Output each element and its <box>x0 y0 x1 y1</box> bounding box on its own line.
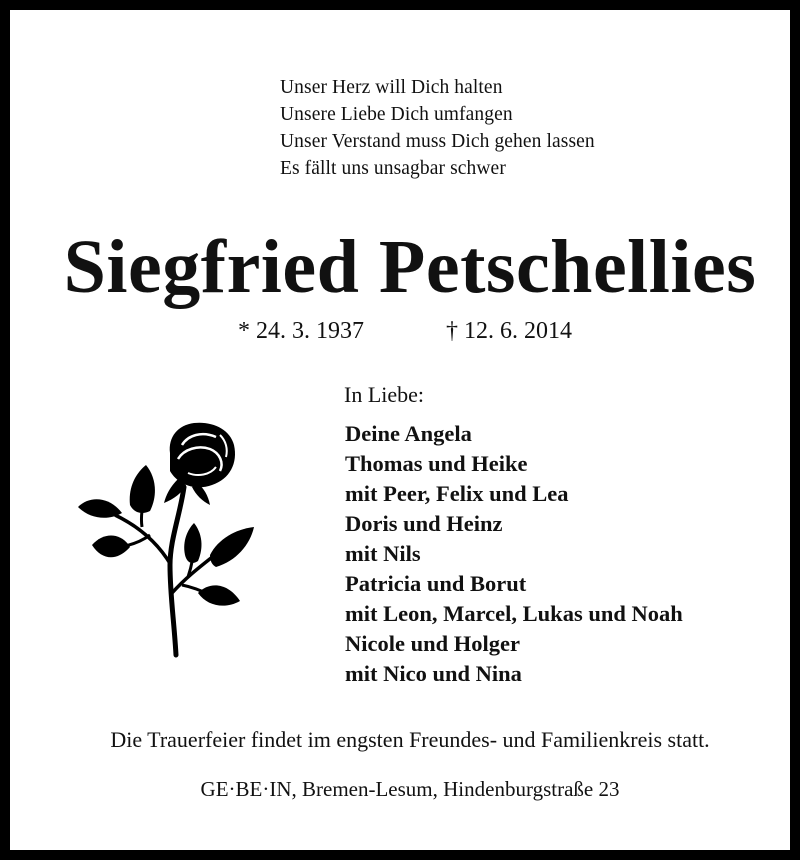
mourners-list <box>345 419 683 689</box>
life-dates <box>238 317 572 345</box>
ceremony-note: Die Trauerfeier findet im engsten Freundes- und Familienkreis statt. <box>110 727 710 752</box>
mourner-line: mit Nico und Nina <box>345 661 522 686</box>
mourner-line: Patricia und Borut <box>345 571 527 596</box>
poem-line: Unser Verstand muss Dich gehen lassen <box>280 131 595 152</box>
death-date: † 12. 6. 2014 <box>446 318 572 344</box>
mourner-line: Doris und Heinz <box>345 511 503 536</box>
mourner-line: Thomas und Heike <box>345 451 528 476</box>
mourner-line: mit Peer, Felix und Lea <box>345 481 569 506</box>
deceased-name: Siegfried Petschellies <box>63 225 757 309</box>
rose-icon <box>70 415 270 660</box>
mourner-line: Deine Angela <box>345 421 472 446</box>
mourner-line: mit Leon, Marcel, Lukas und Noah <box>345 601 683 626</box>
mourner-line: mit Nils <box>345 541 421 566</box>
poem-line: Unsere Liebe Dich umfangen <box>280 104 513 125</box>
poem-line: Unser Herz will Dich halten <box>280 77 503 98</box>
poem <box>280 74 595 182</box>
poem-line: Es fällt uns unsagbar schwer <box>280 158 506 179</box>
funeral-home-address: GE·BE·IN, Bremen-Lesum, Hindenburgstraße 23 <box>200 777 620 801</box>
mourners-heading: In Liebe: <box>344 382 425 407</box>
birth-date: * 24. 3. 1937 <box>238 318 364 344</box>
mourner-line: Nicole und Holger <box>345 631 520 656</box>
